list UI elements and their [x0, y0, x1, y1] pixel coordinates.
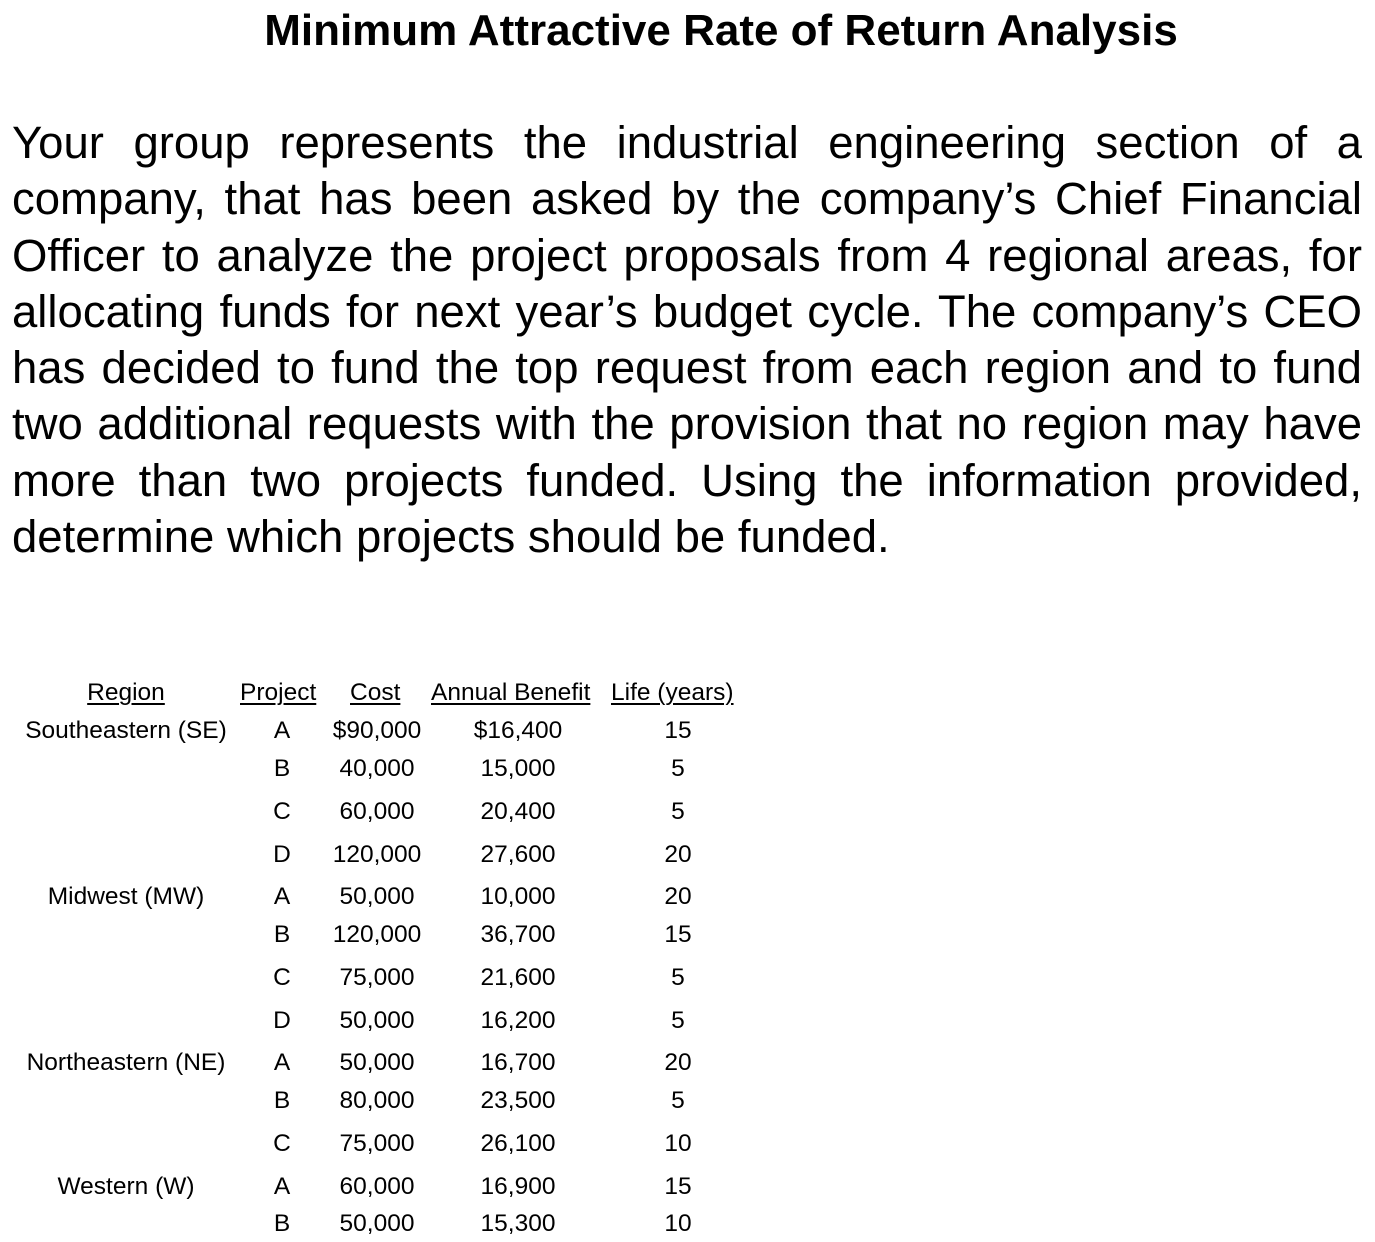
life-cell: 5	[671, 964, 685, 991]
region-cell	[12, 963, 240, 993]
annual-benefit-cell: $16,400	[473, 717, 563, 744]
annual-benefit-cell: 16,200	[480, 1007, 556, 1034]
project-cell: B	[273, 1210, 291, 1237]
project-cell: A	[273, 883, 291, 910]
project-cell: A	[273, 1049, 291, 1076]
cost-cell: 75,000	[339, 1130, 415, 1157]
life-cell: 20	[664, 841, 692, 868]
project-cell: C	[273, 1130, 291, 1157]
annual-benefit-cell: 10,000	[480, 883, 556, 910]
life-cell: 5	[671, 798, 685, 825]
life-cell: 15	[664, 1173, 692, 1200]
region-cell	[12, 797, 240, 827]
cost-cell: 40,000	[339, 755, 415, 782]
region-cell	[12, 1209, 240, 1239]
life-cell: 5	[671, 1007, 685, 1034]
region-cell	[12, 840, 240, 870]
project-cell: B	[273, 1087, 291, 1114]
cost-cell: 75,000	[339, 964, 415, 991]
region-cell	[12, 920, 240, 950]
header-life: Life (years)	[611, 679, 734, 706]
header-annual-benefit: Annual Benefit	[431, 679, 591, 706]
region-cell	[12, 1086, 240, 1116]
region-cell	[12, 1129, 240, 1159]
header-region: Region	[87, 679, 165, 706]
cost-cell: 50,000	[339, 883, 415, 910]
cost-cell: $90,000	[332, 717, 422, 744]
header-cost: Cost	[350, 679, 401, 706]
life-cell: 10	[664, 1130, 692, 1157]
cost-cell: 80,000	[339, 1087, 415, 1114]
region-cell	[12, 754, 240, 784]
life-cell: 20	[664, 1049, 692, 1076]
cost-cell: 50,000	[339, 1049, 415, 1076]
project-cell: C	[273, 964, 291, 991]
cost-cell: 50,000	[339, 1007, 415, 1034]
annual-benefit-cell: 27,600	[480, 841, 556, 868]
project-cell: D	[273, 841, 291, 868]
annual-benefit-cell: 26,100	[480, 1130, 556, 1157]
cost-cell: 50,000	[339, 1210, 415, 1237]
cost-cell: 60,000	[339, 1173, 415, 1200]
page-title: Minimum Attractive Rate of Return Analysis	[264, 6, 1178, 55]
cost-cell: 120,000	[332, 921, 422, 948]
problem-statement: Your group represents the industrial engineering section of a company, that has been asked by the company’s Chief Financial Officer to analyze the project proposals from 4 regional areas, for allocating funds for next year’s budget cycle. The company’s CEO has decided to fund the top request from each region and to fund two additional requests with the provision that no region may have more than two projects funded. Using the information provided, determine which projects should be funded.	[12, 117, 1362, 563]
life-cell: 15	[664, 717, 692, 744]
header-project: Project	[240, 679, 317, 706]
life-cell: 20	[664, 883, 692, 910]
life-cell: 15	[664, 921, 692, 948]
annual-benefit-cell: 21,600	[480, 964, 556, 991]
annual-benefit-cell: 23,500	[480, 1087, 556, 1114]
project-cell: D	[273, 1007, 291, 1034]
cost-cell: 120,000	[332, 841, 422, 868]
annual-benefit-cell: 15,300	[480, 1210, 556, 1237]
project-cell: A	[273, 717, 291, 744]
region-cell: Northeastern (NE)	[26, 1049, 226, 1076]
life-cell: 5	[671, 755, 685, 782]
region-cell: Western (W)	[57, 1173, 195, 1200]
cost-cell: 60,000	[339, 798, 415, 825]
annual-benefit-cell: 36,700	[480, 921, 556, 948]
life-cell: 5	[671, 1087, 685, 1114]
region-cell: Southeastern (SE)	[25, 717, 227, 744]
annual-benefit-cell: 16,700	[480, 1049, 556, 1076]
region-cell: Midwest (MW)	[47, 883, 205, 910]
annual-benefit-cell: 20,400	[480, 798, 556, 825]
project-cell: C	[273, 798, 291, 825]
life-cell: 10	[664, 1210, 692, 1237]
region-cell	[12, 1006, 240, 1036]
annual-benefit-cell: 16,900	[480, 1173, 556, 1200]
project-cell: A	[273, 1173, 291, 1200]
annual-benefit-cell: 15,000	[480, 755, 556, 782]
project-cell: B	[273, 921, 291, 948]
project-cell: B	[273, 755, 291, 782]
